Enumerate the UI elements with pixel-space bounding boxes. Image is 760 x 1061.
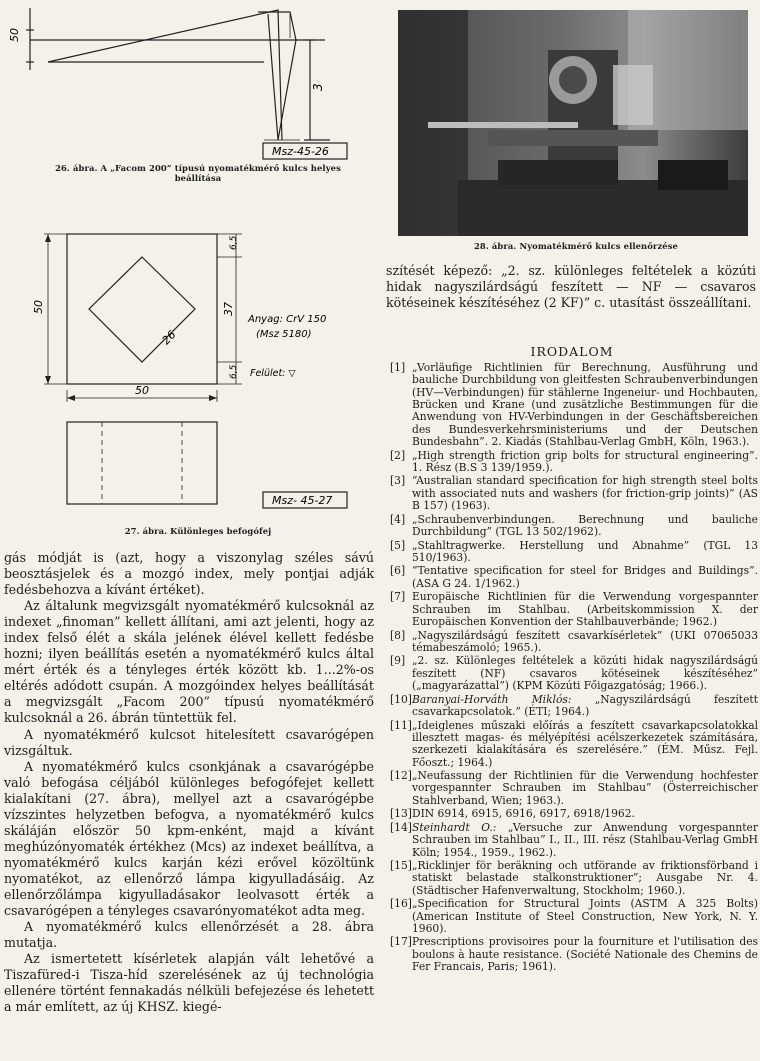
figure-26-caption: 26. ábra. A „Facom 200” típusú nyomatékmérő kulcs helyes beállítása: [55, 163, 341, 183]
figure-27-dim-50-horizontal: 50: [135, 384, 149, 397]
figure-27-material-line-2: (Msz 5180): [256, 329, 312, 340]
reference-item: [2] „High strength friction grip bolts for structural engineering”. 1. Rész (B.S 3 139/1959.).: [390, 448, 758, 474]
torque-testing-machine-photo: [398, 10, 748, 236]
figure-27-dim-50-vertical: 50: [32, 300, 45, 314]
reference-item: [7] Europäische Richtlinien für die Verwendung vorgespannter Schrauben im Stahlbau. (Arbeitskommission X. der Europäischen Konvention der Stahlbauverbände; 1962.): [390, 590, 758, 628]
figure-27-material-line-1: Anyag: CrV 150: [248, 314, 327, 325]
figure-27-surface: Felület: ▽: [250, 368, 296, 379]
figure-27-stamp: Msz- 45-27: [272, 494, 333, 507]
reference-item: [9] „2. sz. Különleges feltételek a közúti hidak nagyszilárdságú feszített (NF) csavaros kötéseinek készítéséhez” („magyarázattal”) (KPM Közúti Főigazgatóság; 1966.).: [390, 654, 758, 693]
reference-item: [13] DIN 6914, 6915, 6916, 6917, 6918/1962.: [390, 807, 635, 821]
paragraph: Az általunk megvizsgált nyomatékmérő kulcsoknál az indexet „finoman” kellett állítani, ami azt jelenti, hogy az index felső élét a skála jelének élével kellett fedésbe hozni; ilyen beállítás esetén a nyomatékmérő kulcs által mért érték és a tényleges érték között kb. 1...2%-os eltérés adódott csupán. A mozgóindex helyes beállítását a megvizsgált „Facom 200” típusú nyomatékmérő kulcsoknál a 26. ábrán tüntettük fel.: [4, 598, 374, 726]
references-list: [386, 362, 758, 975]
figure-28-photo: [398, 10, 748, 236]
figure-26-dim-50: 50: [8, 28, 21, 42]
reference-item: [15] „Ricklinjer för beräkning och utförande av friktionsförband i statiskt belastade stalkonstruktioner”; Ausgabe Nr. 4. (Städtischer Hafenverwaltung, Stockholm; 1960.).: [390, 859, 758, 897]
reference-item: [1] „Vorläufige Richtlinien für Berechnung, Ausführung und bauliche Durchbildung von gleitfesten Schraubenverbindungen (HV—Verbindungen) für stählerne Ingeneiur- und Hochbauten, Brücken und Krane (und zusätzliche Bestimmungen für die Anwendung von HV-Verbindungen in der Geschäftsbereichen des Bundesverkehrsministeriums und der Deutschen Bundesbahn”. 2. Kiadás (Stahlbau-Verlag GmbH, Köln, 1963.).: [390, 361, 758, 449]
figure-27-caption: 27. ábra. Különleges befogófej: [124, 526, 272, 536]
figure-26-stamp: Msz-45-26: [272, 145, 329, 158]
right-body-text: szítését képező: „2. sz. különleges feltételek a közúti hidak nagyszilárdságú feszített — NF — csavaros kötéseinek készítéséhez (2 KF)” c. utasítást összeállítani.: [386, 263, 756, 311]
reference-author: Baranyai-Horváth Miklós:: [412, 692, 572, 706]
references-title: IRODALOM: [530, 344, 614, 359]
figure-27-dim-6-5-top: 6,5: [229, 235, 239, 250]
reference-item: [10] Baranyai-Horváth Miklós: „Nagyszilárdságú feszített csavarkapcsolatok.” (ÉTI; 1964.): [390, 692, 758, 718]
reference-item: [11] „Ideiglenes műszaki előírás a feszített csavarkapcsolatokkal illesztett magas- és mélyépítési acélszerkezetek számítására, szerkezeti kialakítására és szerelésére.” (ÉM. Műsz. Fejl. Főoszt.; 1964.): [390, 718, 758, 769]
figure-26-dim-3: 3: [311, 83, 325, 91]
reference-item: [14] Steinhardt O.: „Versuche zur Anwendung vorgespannter Schrauben im Stahlbau” I., II., III. rész (Stahlbau-Verlag GmbH Köln; 1954., 1959., 1962.).: [390, 820, 758, 859]
paragraph: Az ismertetett kísérletek alapján vált lehetővé a Tiszafüred-i Tisza-híd szerelésének az új technológia ellenére történt fennakadás nélküli befejezése és lehetett a már említett, az új KHSZ. kiegé-: [4, 951, 374, 1015]
paragraph: gás módját is (azt, hogy a viszonylag széles sávú beosztásjelek és a mozgó index, mely pontjai adják fedésbehozva a kívánt értéket).: [4, 550, 374, 598]
reference-item: [16] „Specification for Structural Joints (ASTM A 325 Bolts) (American Institute of Steel Construction, New York, N. Y. 1960).: [390, 897, 758, 935]
reference-item: [12] „Neufassung der Richtlinien für die Verwendung hochfester vorgespannter Schrauben im Stahlbau” (Österreichischer Stahlverband, Wien; 1963.).: [390, 769, 758, 807]
reference-item: [8] „Nagyszilárdságú feszített csavarkísérletek” (UKI 07065033 témabeszámoló; 1965.).: [390, 628, 758, 654]
left-body-text: [4, 550, 374, 1015]
figure-27-drawing: [0, 222, 378, 522]
figure-27-dim-37: 37: [222, 302, 235, 316]
reference-item: [6] “Tentative specification for steel for Bridges and Buildings”. (ASA G 24. 1/1962.): [390, 564, 758, 590]
reference-item: [17] Prescriptions provisoires pour la fourniture et l'utilisation des boulons à haute resistance. (Société Nationale des Chemins de Fer Francais, Paris; 1961).: [390, 935, 758, 974]
paragraph: A nyomatékmérő kulcs ellenőrzését a 28. ábra mutatja.: [4, 919, 374, 951]
figure-27-dim-26: 26: [159, 328, 179, 348]
figure-26-drawing: [0, 0, 378, 160]
figure-28-caption: 28. ábra. Nyomatékmérő kulcs ellenőrzése: [474, 241, 678, 251]
paragraph: A nyomatékmérő kulcsot hitelesített csavarógépen vizsgáltuk.: [4, 726, 374, 758]
paragraph: A nyomatékmérő kulcs csonkjának a csavarógépbe való befogása céljából különleges befogófejet kellett kialakítani (27. ábra), mellyel azt a csavarógépbe vízszintes helyzetben befogva, a nyomatékmérő kulcs skáláján először 50 kpm-enként, majd a kívánt meghúzónyomaték értékhez (Mcs) az indexet beállítva, a nyomatékmérő kulcs karján kézi erővel közöltünk nyomatékot, az ellenőrző lámpa kigyulladásáig. Az ellenőrzőlámpa kigyulladásakor leolvasott érték a csavarógépen a tényleges csavarónyomatékot adta meg.: [4, 758, 374, 919]
reference-item: [4] „Schraubenverbindungen. Berechnung und bauliche Durchbildung” (TGL 13 502/1962).: [390, 512, 758, 539]
reference-author: Steinhardt O.:: [412, 820, 497, 834]
reference-item: [3] “Australian standard specification for high strength steel bolts with associated nuts and washers (for friction-grip joints)” (AS B 157) (1963).: [390, 474, 758, 513]
figure-27-dim-6-5-bottom: 6,5: [229, 364, 239, 379]
reference-item: [5] „Stahltragwerke. Herstellung und Abnahme” (TGL 13 510/1963).: [390, 538, 758, 564]
